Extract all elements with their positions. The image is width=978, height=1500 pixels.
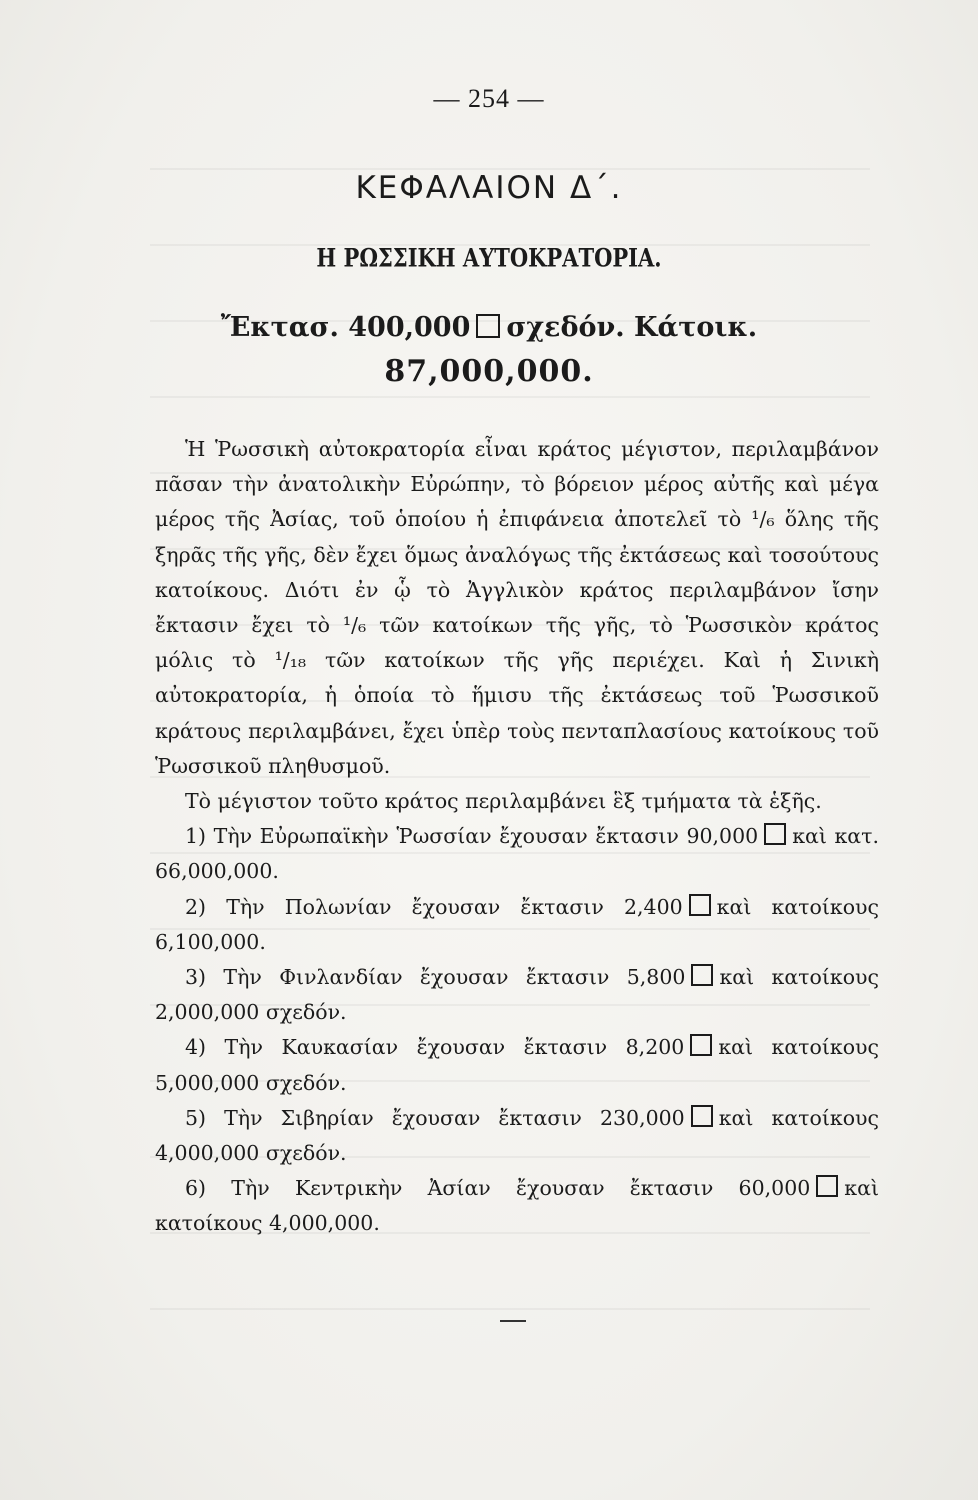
item-text: 5) Τὴν Σιβηρίαν ἔχουσαν ἔκτασιν 230,000 <box>185 1105 685 1130</box>
list-item <box>155 1030 879 1100</box>
item-text: 2) Τὴν Πολωνίαν ἔχουσαν ἔκτασιν 2,400 <box>185 894 683 919</box>
list-item <box>155 1171 879 1241</box>
square-unit-icon <box>816 1175 838 1197</box>
stats-line-2: 87,000,000. <box>384 354 594 389</box>
square-unit-icon <box>689 894 711 916</box>
square-unit-icon <box>476 314 500 338</box>
stats-inhabitants-label: σχεδόν. Κάτοικ. <box>506 312 758 343</box>
stats-area: Ἔκτασ. 400,000 <box>220 312 471 343</box>
item-text: καὶ κατοίκους 2,000,000 σχεδόν. <box>155 965 880 1025</box>
body-text <box>155 432 879 1242</box>
paragraph-2: Τὸ μέγιστον τοῦτο κράτος περιλαμβάνει ἓξ τμήματα τὰ ἑξῆς. <box>185 789 822 814</box>
item-text: 4) Τὴν Καυκασίαν ἔχουσαν ἔκτασιν 8,200 <box>185 1035 685 1060</box>
chapter-title: ΚΕΦΑΛΑΙΟΝ Δ΄. <box>355 170 623 206</box>
item-text: καὶ κατ. 66,000,000. <box>155 824 879 884</box>
list-item <box>155 960 879 1030</box>
end-mark-rule <box>500 1320 526 1322</box>
item-text: καὶ κατοίκους 4,000,000 σχεδόν. <box>155 1105 879 1166</box>
list-item <box>155 819 879 889</box>
list-item <box>155 1101 879 1171</box>
square-unit-icon <box>764 823 786 845</box>
chapter-subtitle: Η ΡΩΣΣΙΚΗ ΑΥΤΟΚΡΑΤΟΡΙΑ. <box>316 242 662 273</box>
item-text: καὶ κατοίκους 5,000,000 σχεδόν. <box>155 1035 880 1095</box>
item-text: 1) Τὴν Εὐρωπαϊκὴν Ῥωσσίαν ἔχουσαν ἔκτασιν 90,000 <box>185 824 759 849</box>
item-text: καὶ κατοίκους 6,100,000. <box>155 894 879 954</box>
item-text: 3) Τὴν Φινλανδίαν ἔχουσαν ἔκτασιν 5,800 <box>185 965 686 990</box>
page-number-header: — 254 — <box>433 84 545 113</box>
square-unit-icon <box>691 964 713 986</box>
paragraph-1: Ἡ Ῥωσσικὴ αὐτοκρατορία εἶναι κράτος μέγιστον, περιλαμβάνον πᾶσαν τὴν ἀνατολικὴν Εὐρώπην, τὸ βόρειον μέρος αὐτῆς καὶ μέγα μέρος τῆς Ἀσίας, τοῦ ὁποίου ἡ ἐπιφάνεια ἀποτελεῖ τὸ ¹/₆ ὅλης τῆς ξηρᾶς τῆς γῆς, δὲν ἔχει ὅμως ἀναλόγως τῆς ἐκτάσεως καὶ τοσούτους κατοίκους. Διότι ἐν ᾧ τὸ Ἀγγλικὸν κράτος περιλαμβάνον ἴσην ἔκτασιν ἔχει τὸ ¹/₆ τῶν κατοίκων τῆς γῆς, τὸ Ῥωσσικὸν κράτος μόλις τὸ ¹/₁₈ τῶν κατοίκων τῆς γῆς περιέχει. Καὶ ἡ Σινικὴ αὐτοκρατορία, ἡ ὁποία τὸ ἥμισυ τῆς ἐκτάσεως τοῦ Ῥωσσικοῦ κράτους περιλαμβάνει, ἔχει ὑπὲρ τοὺς πενταπλασίους κατοίκους τοῦ Ῥωσσικοῦ πληθυσμοῦ. <box>155 437 879 778</box>
list-item <box>155 890 879 960</box>
stats-line-1 <box>0 312 978 343</box>
item-text: καὶ κατοίκους 4,000,000. <box>155 1176 879 1236</box>
item-text: 6) Τὴν Κεντρικὴν Ἀσίαν ἔχουσαν ἔκτασιν 60,000 <box>185 1176 811 1201</box>
square-unit-icon <box>690 1034 712 1056</box>
square-unit-icon <box>691 1105 713 1127</box>
